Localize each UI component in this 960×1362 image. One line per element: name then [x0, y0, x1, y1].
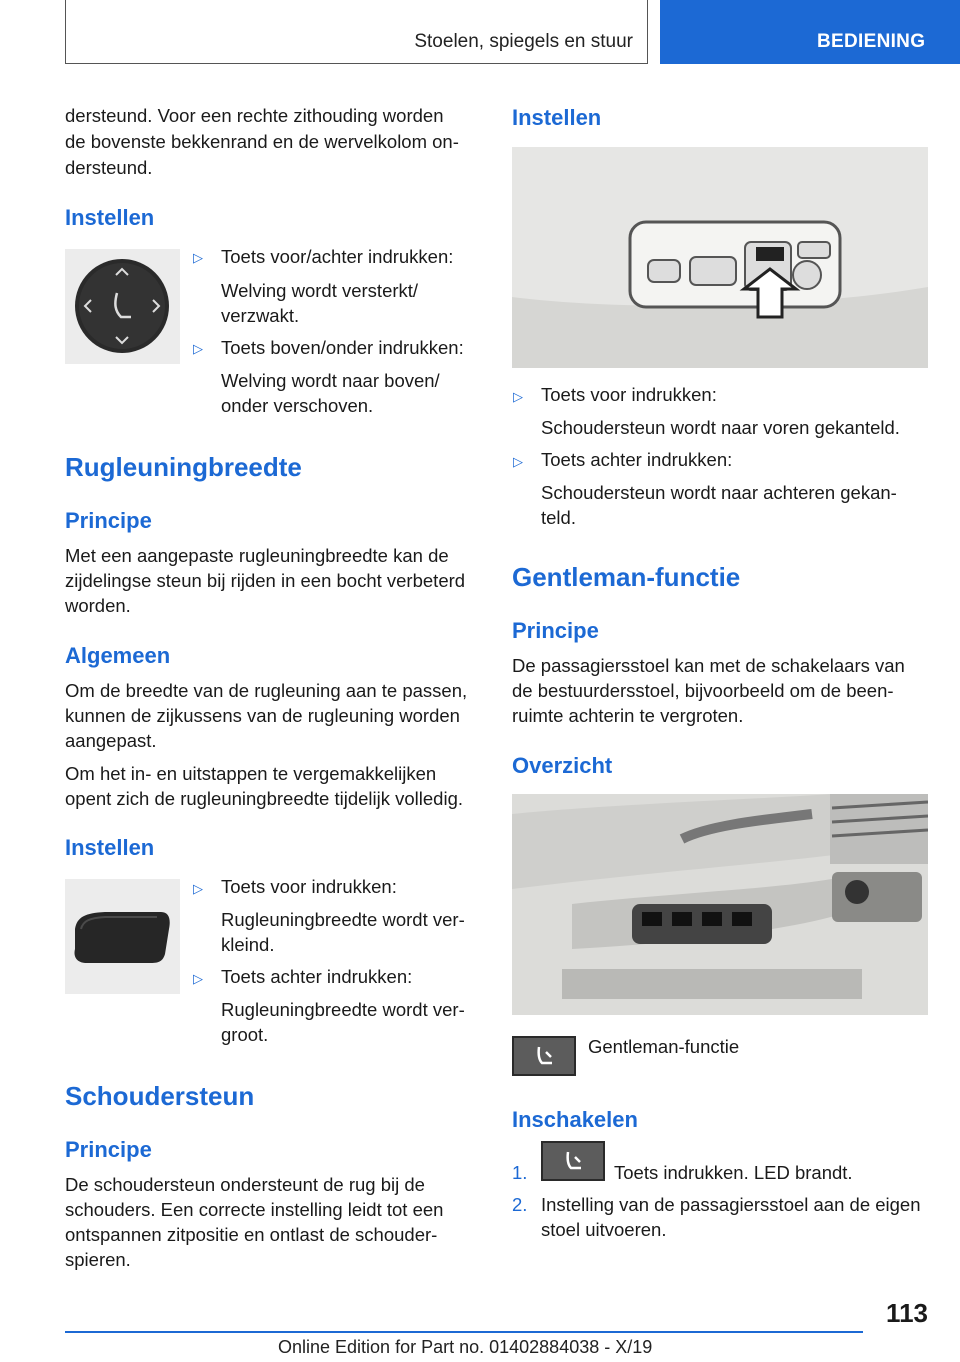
- door-panel-image: [512, 794, 928, 1015]
- seat-switch-image: [512, 147, 928, 368]
- rugleuning-principe-line-1: Met een aangepaste rugleuningbreedte kan de: [65, 545, 449, 566]
- lumbar-item-2-result-1: Welving wordt naar boven/: [221, 370, 440, 391]
- header-chapter-box: [660, 0, 960, 64]
- width-item-1-result-1: Rugleuningbreedte wordt ver-: [221, 909, 465, 930]
- footer-edition: Online Edition for Part no. 01402884038 - X/19: [278, 1337, 653, 1357]
- shoulder-item-2-result-2: teld.: [541, 507, 576, 528]
- footer-divider: [65, 1331, 863, 1333]
- width-item-2-result-2: groot.: [221, 1024, 269, 1045]
- gentleman-principe-line-1: De passagiersstoel kan met de schakelaars van: [512, 655, 905, 676]
- bullet-triangle-icon: ▷: [513, 454, 523, 469]
- schoudersteun-title: Schoudersteun: [65, 1081, 255, 1111]
- gentleman-title: Gentleman-functie: [512, 562, 741, 592]
- shoulder-item-2-action: Toets achter indrukken:: [541, 449, 733, 470]
- schoudersteun-line-3: ontspannen zitpositie en ontlast de schouder-: [65, 1224, 438, 1245]
- inschakelen-heading: Inschakelen: [512, 1107, 638, 1132]
- algemeen-line-4: Om het in- en uitstappen te vergemakkelijken: [65, 763, 437, 784]
- backrest-width-button-image: [65, 879, 180, 994]
- rugleuning-principe-heading: Principe: [65, 508, 152, 533]
- bullet-triangle-icon: ▷: [193, 250, 203, 265]
- schoudersteun-line-1: De schoudersteun ondersteunt de rug bij de: [65, 1174, 425, 1195]
- right-instellen-heading: Instellen: [512, 105, 602, 130]
- step-2-text-line-2: stoel uitvoeren.: [541, 1219, 667, 1240]
- step-1-number: 1.: [512, 1162, 528, 1183]
- bullet-triangle-icon: ▷: [193, 341, 203, 356]
- step-2-number: 2.: [512, 1194, 528, 1215]
- width-item-1-result-2: kleind.: [221, 934, 275, 955]
- gentleman-principe-heading: Principe: [512, 618, 599, 643]
- algemeen-line-1: Om de breedte van de rugleuning aan te passen,: [65, 680, 468, 701]
- rugleuning-principe-line-2: zijdelingse steun bij rijden in een bocht verbeterd: [65, 570, 466, 591]
- lumbar-item-2-result-2: onder verschoven.: [221, 395, 374, 416]
- intro-line-1: dersteund. Voor een rechte zithouding worden: [65, 105, 444, 126]
- width-item-2-result-1: Rugleuningbreedte wordt ver-: [221, 999, 465, 1020]
- step-1-text: Toets indrukken. LED brandt.: [614, 1162, 853, 1183]
- chapter-title: BEDIENING: [817, 31, 926, 52]
- shoulder-item-1-action: Toets voor indrukken:: [541, 384, 717, 405]
- schoudersteun-principe-heading: Principe: [65, 1137, 152, 1162]
- overzicht-heading: Overzicht: [512, 753, 613, 778]
- page-number: 113: [886, 1298, 928, 1328]
- gentleman-icon: [541, 1141, 605, 1181]
- gentleman-principe-line-2: de bestuurdersstoel, bijvoorbeeld om de been-: [512, 680, 894, 701]
- width-item-1-action: Toets voor indrukken:: [221, 876, 397, 897]
- instellen-heading-2: Instellen: [65, 835, 155, 860]
- algemeen-line-5: opent zich de rugleuningbreedte tijdelijk volledig.: [65, 788, 464, 809]
- bullet-triangle-icon: ▷: [193, 971, 203, 986]
- gentleman-icon: [512, 1036, 576, 1076]
- shoulder-item-1-result: Schoudersteun wordt naar voren gekanteld.: [541, 417, 900, 438]
- step-2-text-line-1: Instelling van de passagiersstoel aan de eigen: [541, 1194, 921, 1215]
- algemeen-line-3: aangepast.: [65, 730, 157, 751]
- gentleman-principe-line-3: ruimte achterin te vergroten.: [512, 705, 744, 726]
- algemeen-heading: Algemeen: [65, 643, 171, 668]
- lumbar-item-1-action: Toets voor/achter indrukken:: [221, 246, 454, 267]
- bullet-triangle-icon: ▷: [193, 881, 203, 896]
- schoudersteun-line-2: schouders. Een correcte instelling leidt tot een: [65, 1199, 444, 1220]
- section-title: Stoelen, spiegels en stuur: [414, 31, 633, 52]
- lumbar-item-1-result-2: verzwakt.: [221, 305, 300, 326]
- rugleuning-principe-line-3: worden.: [65, 595, 131, 616]
- lumbar-item-1-result-1: Welving wordt versterkt/: [221, 280, 419, 301]
- instellen-heading-1: Instellen: [65, 205, 155, 230]
- width-item-2-action: Toets achter indrukken:: [221, 966, 413, 987]
- intro-line-3: dersteund.: [65, 157, 153, 178]
- bullet-triangle-icon: ▷: [513, 389, 523, 404]
- intro-line-2: de bovenste bekkenrand en de wervelkolom on-: [65, 131, 459, 152]
- algemeen-line-2: kunnen de zijkussens van de rugleuning worden: [65, 705, 460, 726]
- shoulder-item-2-result-1: Schoudersteun wordt naar achteren gekan-: [541, 482, 897, 503]
- schoudersteun-line-4: spieren.: [65, 1249, 131, 1270]
- lumbar-item-2-action: Toets boven/onder indrukken:: [221, 337, 464, 358]
- gentleman-icon-label: Gentleman-functie: [588, 1036, 740, 1057]
- header-section-box: [65, 0, 648, 64]
- lumbar-control-image: [65, 249, 180, 364]
- rugleuning-title: Rugleuningbreedte: [65, 452, 302, 482]
